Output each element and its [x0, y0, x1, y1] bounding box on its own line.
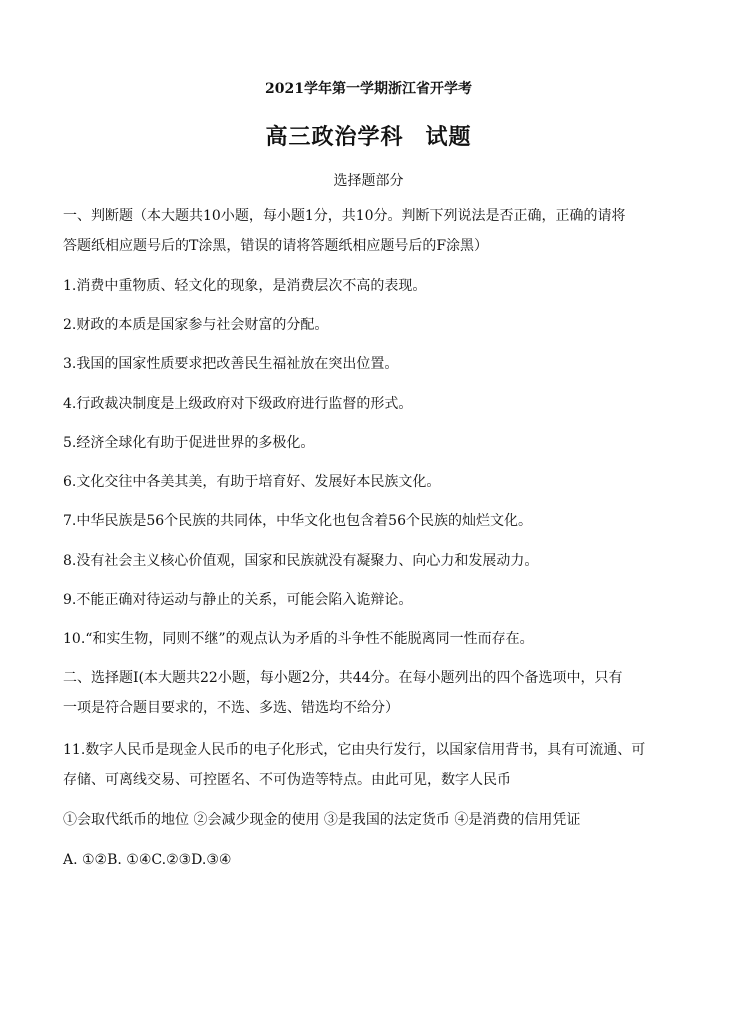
judgment-item-10: 10.“和实生物，同则不继”的观点认为矛盾的斗争性不能脱离同一性而存在。: [63, 631, 534, 647]
question-11-stem-line2: 存储、可离线交易、可控匿名、不可伪造等特点。由此可见，数字人民币: [63, 772, 511, 788]
judgment-item-8: 8.没有社会主义核心价值观，国家和民族就没有凝聚力、向心力和发展动力。: [63, 553, 539, 569]
question-11-statements: ①会取代纸币的地位 ②会减少现金的使用 ③是我国的法定货币 ④是消费的信用凭证: [63, 812, 581, 828]
judgment-item-3: 3.我国的国家性质要求把改善民生福祉放在突出位置。: [63, 356, 399, 372]
judgment-item-9: 9.不能正确对待运动与静止的关系，可能会陷入诡辩论。: [63, 592, 413, 608]
part-two-instruction-line1: 二、选择题I(本大题共22小题，每小题2分，共44分。在每小题列出的四个备选项中，只有: [63, 670, 623, 686]
part-two-instruction-line2: 一项是符合题目要求的，不选、多选、错选均不给分）: [63, 700, 399, 716]
exam-subtitle: 2021学年第一学期浙江省开学考: [265, 81, 472, 97]
judgment-item-2: 2.财政的本质是国家参与社会财富的分配。: [63, 317, 329, 333]
part-one-instruction-line1: 一、判断题（本大题共10小题，每小题1分，共10分。判断下列说法是否正确，正确的请将: [63, 208, 626, 224]
judgment-item-4: 4.行政裁决制度是上级政府对下级政府进行监督的形式。: [63, 396, 413, 412]
exam-title: [0, 120, 737, 151]
section-label: 选择题部分: [333, 173, 404, 189]
question-11-stem-line1: 11.数字人民币是现金人民币的电子化形式，它由央行发行，以国家信用背书，具有可流通、可: [63, 742, 646, 758]
judgment-item-7: 7.中华民族是56个民族的共同体，中华文化也包含着56个民族的灿烂文化。: [63, 513, 532, 529]
question-11-options: A. ①②B. ①④C.②③D.③④: [63, 852, 232, 868]
judgment-item-1: 1.消费中重物质、轻文化的现象，是消费层次不高的表现。: [63, 278, 427, 294]
part-one-instruction-line2: 答题纸相应题号后的T涂黑，错误的请将答题纸相应题号后的F涂黑）: [63, 238, 489, 254]
judgment-item-6: 6.文化交往中各美其美，有助于培育好、发展好本民族文化。: [63, 474, 441, 490]
judgment-item-5: 5.经济全球化有助于促进世界的多极化。: [63, 435, 315, 451]
exam-title-kind: 试题: [425, 124, 472, 150]
exam-title-subject: 高三政治学科: [265, 124, 404, 150]
